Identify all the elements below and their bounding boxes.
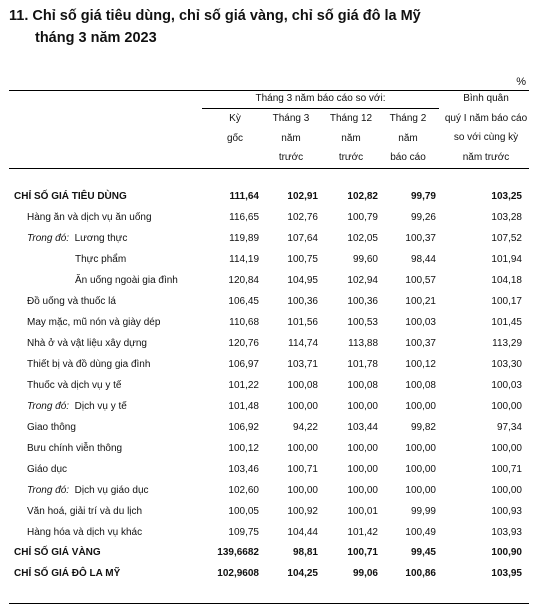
table-row — [0, 419, 542, 440]
value-cell: 100,86 — [405, 568, 436, 579]
row-prefix: Trong đó: — [27, 485, 70, 496]
value-cell: 116,65 — [229, 212, 259, 223]
value-cell: 103,25 — [491, 191, 522, 202]
value-cell: 100,17 — [491, 296, 522, 307]
value-cell: 100,36 — [287, 296, 318, 307]
value-cell: 101,56 — [287, 317, 318, 328]
value-cell: 100,00 — [491, 443, 522, 454]
value-cell: 100,00 — [347, 485, 378, 496]
row-label — [27, 464, 67, 475]
value-cell: 106,92 — [228, 422, 259, 433]
value-cell: 100,00 — [405, 485, 436, 496]
row-label-text: Dịch vụ giáo dục — [74, 485, 149, 496]
value-cell: 114,19 — [229, 254, 259, 265]
table-row — [0, 356, 542, 377]
table-row — [0, 544, 542, 565]
value-cell: 100,21 — [405, 296, 436, 307]
table-row — [0, 482, 542, 503]
value-cell: 100,71 — [347, 547, 378, 558]
value-cell: 104,25 — [287, 568, 318, 579]
table-row — [0, 461, 542, 482]
value-cell: 94,22 — [292, 422, 318, 433]
value-cell: 100,00 — [405, 401, 436, 412]
table-row — [0, 377, 542, 398]
row-label — [27, 401, 127, 412]
value-cell: 104,95 — [287, 275, 318, 286]
row-label — [14, 547, 101, 558]
value-cell: 100,75 — [287, 254, 318, 265]
table-row — [0, 335, 542, 356]
table-row — [0, 230, 542, 251]
row-prefix: Trong đó: — [27, 401, 70, 412]
value-cell: 107,52 — [491, 233, 522, 244]
value-cell: 103,28 — [491, 212, 522, 223]
header-bottom-rule — [9, 168, 529, 169]
title-line-1: 11. Chỉ số giá tiêu dùng, chỉ số giá vàng, chỉ số giá đô la Mỹ — [9, 8, 421, 24]
value-cell: 100,05 — [228, 506, 259, 517]
header-group-label: Tháng 3 năm báo cáo so với: — [255, 93, 386, 104]
value-cell: 100,00 — [287, 401, 318, 412]
row-label-text: Thuốc và dịch vụ y tế — [27, 380, 122, 391]
value-cell: 101,22 — [228, 380, 259, 391]
value-cell: 103,30 — [491, 359, 522, 370]
value-cell: 102,82 — [347, 191, 378, 202]
value-cell: 100,12 — [405, 359, 436, 370]
value-cell: 119,89 — [229, 233, 259, 244]
value-cell: 109,75 — [228, 527, 259, 538]
row-label — [27, 359, 150, 370]
value-cell: 111,64 — [229, 191, 259, 202]
value-cell: 102,91 — [287, 191, 318, 202]
table-row — [0, 209, 542, 230]
value-cell: 100,12 — [228, 443, 259, 454]
value-cell: 100,00 — [287, 443, 318, 454]
row-label-text: Lương thực — [74, 233, 128, 244]
row-label — [27, 317, 160, 328]
value-cell: 101,78 — [347, 359, 378, 370]
row-label — [14, 191, 127, 202]
value-cell: 102,9608 — [217, 568, 259, 579]
header-col-february: Tháng 2 năm báo cáo — [389, 113, 427, 163]
value-cell: 113,29 — [492, 338, 522, 349]
row-label — [27, 443, 122, 454]
value-cell: 100,08 — [405, 380, 436, 391]
value-cell: 100,92 — [287, 506, 318, 517]
row-label-text: Đồ uống và thuốc lá — [27, 296, 116, 307]
row-label-text: Thực phẩm — [75, 254, 127, 265]
row-prefix: Trong đó: — [27, 233, 70, 244]
table-row — [0, 503, 542, 524]
table-row — [0, 440, 542, 461]
value-cell: 103,46 — [228, 464, 259, 475]
value-cell: 98,81 — [292, 547, 318, 558]
value-cell: 103,44 — [347, 422, 378, 433]
value-cell: 106,97 — [228, 359, 259, 370]
row-label — [27, 506, 142, 517]
value-cell: 100,00 — [347, 401, 378, 412]
value-cell: 100,03 — [405, 317, 436, 328]
value-cell: 104,18 — [491, 275, 522, 286]
value-cell: 120,76 — [228, 338, 259, 349]
table-row — [0, 565, 542, 586]
row-label-text: Giáo dục — [27, 464, 68, 475]
value-cell: 100,79 — [347, 212, 378, 223]
value-cell: 99,79 — [410, 191, 436, 202]
value-cell: 100,71 — [287, 464, 318, 475]
value-cell: 102,94 — [347, 275, 378, 286]
value-cell: 100,00 — [347, 443, 378, 454]
row-label — [27, 212, 152, 223]
table-row — [0, 272, 542, 293]
value-cell: 103,95 — [491, 568, 522, 579]
row-label-text: Văn hoá, giải trí và du lịch — [27, 506, 143, 517]
value-cell: 100,37 — [405, 233, 436, 244]
value-cell: 102,76 — [287, 212, 318, 223]
value-cell: 98,44 — [410, 254, 436, 265]
row-label — [27, 380, 122, 391]
value-cell: 101,45 — [491, 317, 522, 328]
row-label — [14, 568, 120, 579]
unit-label: % — [516, 76, 526, 88]
row-label — [27, 296, 116, 307]
value-cell: 99,26 — [410, 212, 436, 223]
row-label-text: CHỈ SỐ GIÁ TIÊU DÙNG — [14, 191, 127, 202]
value-cell: 99,06 — [352, 568, 378, 579]
table-row — [0, 314, 542, 335]
value-cell: 100,00 — [491, 485, 522, 496]
row-label — [27, 485, 149, 496]
value-cell: 101,42 — [347, 527, 378, 538]
value-cell: 100,00 — [491, 401, 522, 412]
value-cell: 100,03 — [491, 380, 522, 391]
value-cell: 102,05 — [347, 233, 378, 244]
value-cell: 103,71 — [287, 359, 318, 370]
value-cell: 97,34 — [496, 422, 522, 433]
row-label-text: Nhà ở và vật liệu xây dựng — [27, 338, 147, 349]
value-cell: 100,93 — [491, 506, 522, 517]
row-label-text: Ăn uống ngoài gia đình — [75, 275, 178, 286]
value-cell: 100,49 — [405, 527, 436, 538]
row-label — [27, 233, 127, 244]
value-cell: 114,74 — [288, 338, 318, 349]
value-cell: 120,84 — [228, 275, 259, 286]
row-label-text: CHỈ SỐ GIÁ ĐÔ LA MỸ — [14, 568, 121, 579]
value-cell: 100,08 — [347, 380, 378, 391]
row-label — [27, 422, 76, 433]
value-cell: 100,00 — [287, 485, 318, 496]
table-bottom-rule — [9, 603, 529, 604]
value-cell: 100,36 — [347, 296, 378, 307]
row-label — [75, 275, 178, 286]
value-cell: 100,53 — [347, 317, 378, 328]
value-cell: 103,93 — [491, 527, 522, 538]
table-row — [0, 398, 542, 419]
table-title — [9, 5, 421, 49]
value-cell: 99,60 — [352, 254, 378, 265]
header-col-q1-average: Bình quân quý I năm báo cáo so với cùng kỳ năm trước — [444, 93, 528, 163]
value-cell: 104,44 — [287, 527, 318, 538]
value-cell: 100,01 — [347, 506, 378, 517]
value-cell: 102,60 — [228, 485, 259, 496]
title-line-2: tháng 3 năm 2023 — [35, 30, 157, 46]
table-row — [0, 188, 542, 209]
value-cell: 99,82 — [410, 422, 436, 433]
header-col-prev-year-march: Tháng 3 năm trước — [272, 113, 310, 163]
row-label — [75, 254, 126, 265]
row-label-text: CHỈ SỐ GIÁ VÀNG — [14, 547, 101, 558]
value-cell: 110,68 — [229, 317, 259, 328]
row-label-text: Hàng ăn và dịch vụ ăn uống — [27, 212, 152, 223]
row-label-text: Dịch vụ y tế — [74, 401, 127, 412]
value-cell: 100,00 — [347, 464, 378, 475]
value-cell: 113,88 — [348, 338, 378, 349]
table-row — [0, 251, 542, 272]
value-cell: 99,99 — [410, 506, 436, 517]
value-cell: 100,08 — [287, 380, 318, 391]
header-col-prev-year-december: Tháng 12 năm trước — [329, 113, 373, 163]
value-cell: 106,45 — [228, 296, 259, 307]
value-cell: 100,57 — [405, 275, 436, 286]
value-cell: 100,00 — [405, 464, 436, 475]
row-label — [27, 527, 142, 538]
value-cell: 100,00 — [405, 443, 436, 454]
row-label-text: Giao thông — [27, 422, 76, 433]
value-cell: 107,64 — [287, 233, 318, 244]
row-label — [27, 338, 147, 349]
row-label-text: Hàng hóa và dịch vụ khác — [27, 527, 143, 538]
value-cell: 100,71 — [491, 464, 522, 475]
table-row — [0, 293, 542, 314]
value-cell: 101,94 — [491, 254, 522, 265]
row-label-text: Thiết bị và đồ dùng gia đình — [27, 359, 151, 370]
value-cell: 101,48 — [228, 401, 259, 412]
table-row — [0, 524, 542, 545]
header-col-base: Kỳ gốc — [226, 113, 244, 144]
row-label-text: May mặc, mũ nón và giày dép — [27, 317, 161, 328]
row-label-text: Bưu chính viễn thông — [27, 443, 123, 454]
value-cell: 99,45 — [410, 547, 436, 558]
value-cell: 100,90 — [491, 547, 522, 558]
value-cell: 139,6682 — [217, 547, 259, 558]
value-cell: 100,37 — [405, 338, 436, 349]
